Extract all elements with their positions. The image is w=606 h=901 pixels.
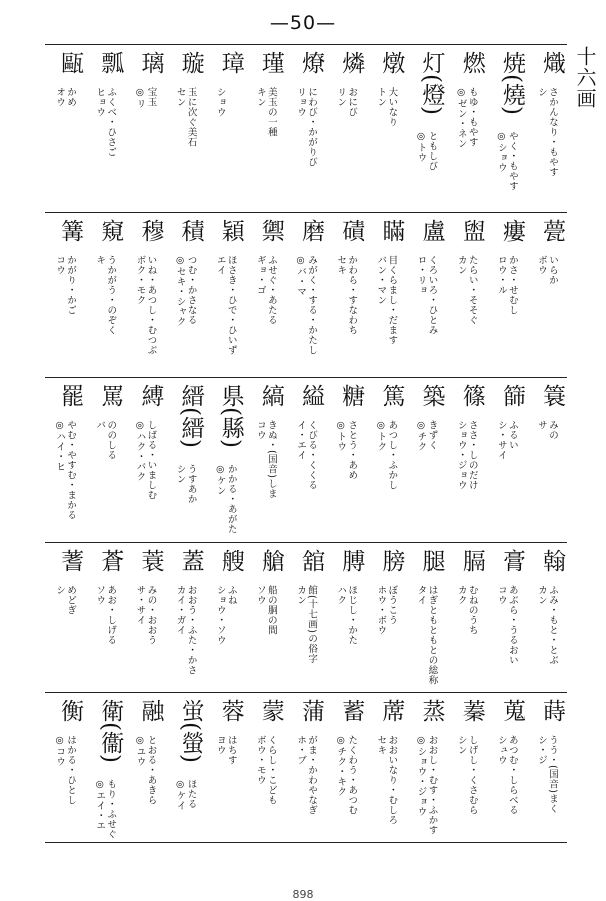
kun-reading: いらか [547, 255, 558, 285]
kun-reading: ほじし・かた [346, 585, 358, 645]
kanji-entry [85, 45, 125, 212]
kanji-entry [487, 378, 527, 543]
on-reading: カイ・ガイ [174, 585, 186, 635]
kun-reading: がま・かわやなぎ [306, 735, 318, 815]
kun-reading: しばる・いましむ [145, 420, 157, 500]
kanji-entry [487, 543, 527, 693]
on-reading: ◎ゼン・ネン [455, 87, 467, 149]
kun-reading: ふね [225, 585, 237, 605]
kanji-entry [447, 543, 487, 693]
kanji-character: 縉(縉) [177, 384, 204, 448]
kanji-character: 艙 [257, 549, 284, 572]
kanji-entry [85, 543, 125, 693]
on-reading: シン [455, 735, 467, 755]
on-reading: ショウ [214, 87, 226, 117]
kun-reading: ほさき・ひで・ひいず [225, 255, 237, 355]
kun-reading: さかんなり・もやす [547, 87, 558, 177]
kanji-character: 膊 [338, 549, 365, 572]
on-reading: ◎ケイ [174, 779, 186, 811]
page-footer: 898 [292, 888, 314, 901]
kanji-character: 燐 [338, 51, 365, 74]
kun-reading: ふくべ・ひさご [105, 87, 117, 157]
on-reading: リン [335, 87, 347, 107]
kanji-character: 膀 [378, 549, 405, 572]
kanji-character: 璋 [217, 51, 244, 74]
kanji-character: 瓢 [97, 51, 124, 74]
kanji-character: 篤 [378, 384, 405, 407]
kun-reading: おおう・ふた・かさ [185, 585, 197, 675]
entry-row [45, 45, 567, 212]
on-reading: ◎チク [415, 420, 427, 452]
kanji-entry [326, 378, 366, 543]
kanji-entry [85, 378, 125, 543]
on-reading: ボク・モク [134, 255, 146, 305]
kanji-character: 穆 [137, 219, 164, 242]
kanji-entry [246, 543, 286, 693]
kun-reading: みがく・する・かたし [306, 255, 318, 355]
kanji-entry [366, 693, 406, 843]
kanji-character: 縊 [298, 384, 325, 407]
on-reading: ◎リ [134, 87, 146, 109]
kanji-character: 磨 [298, 219, 325, 242]
kanji-entry [206, 213, 246, 378]
kanji-entry [406, 378, 446, 543]
entry-row [45, 377, 567, 543]
kanji-character: 瞞 [378, 219, 405, 242]
kanji-entry [406, 213, 446, 378]
kun-reading: かめ [65, 87, 77, 107]
kanji-character: 膈 [458, 549, 485, 572]
on-reading: オウ [54, 87, 66, 107]
kun-reading: うかがう・のぞく [105, 255, 117, 335]
entry-row [45, 692, 567, 843]
kun-reading: かがり・かご [65, 255, 77, 315]
kanji-character: 蒸 [418, 699, 445, 722]
kun-reading: あお・しげる [105, 585, 117, 645]
kun-reading: ささ・しのだけ [466, 420, 478, 490]
kanji-character: 璇 [177, 51, 204, 74]
kun-reading: くろいろ・ひとみ [426, 255, 438, 335]
kanji-entry [45, 45, 85, 212]
on-reading: ◎トク [375, 420, 387, 452]
entry-row [45, 212, 567, 378]
kanji-character: 艘 [217, 549, 244, 572]
kanji-entry [246, 378, 286, 543]
kanji-character: 築 [418, 384, 445, 407]
kanji-entry [125, 543, 165, 693]
on-reading: コウ [254, 420, 266, 440]
kanji-entry [527, 213, 567, 378]
kanji-entry [447, 45, 487, 212]
kanji-entry [527, 45, 567, 212]
kanji-entry [85, 693, 125, 843]
kanji-entry [286, 45, 326, 212]
on-reading: ◎バ・マ [295, 255, 307, 297]
kanji-character: 舘 [298, 549, 325, 572]
kanji-entry [125, 693, 165, 843]
kun-reading: おにび [346, 87, 358, 117]
kanji-entry [326, 213, 366, 378]
on-reading: ボウ [536, 255, 547, 275]
kanji-character: 蓑 [137, 549, 164, 572]
kanji-entry [165, 213, 205, 378]
on-reading: ヒョウ [94, 87, 106, 117]
kun-reading: はぎともともとの総称 [426, 585, 438, 685]
on-reading: ボウ・モウ [254, 735, 266, 785]
kanji-entry [447, 693, 487, 843]
on-reading: エイ [214, 255, 226, 275]
kanji-character: 燎 [298, 51, 325, 74]
kanji-character: 蒐 [498, 699, 525, 722]
on-reading: ◎チク・キク [335, 735, 347, 797]
on-reading: シ [536, 87, 547, 97]
kun-reading: ともしび [426, 131, 438, 171]
kanji-character: 衛(衞) [97, 699, 124, 763]
kanji-entry [406, 693, 446, 843]
kun-reading: くびる・くくる [306, 420, 318, 490]
on-reading: カン [536, 585, 547, 605]
kanji-character: 禦 [257, 219, 284, 242]
kanji-entry [85, 213, 125, 378]
kanji-table [45, 44, 567, 843]
kun-reading: あぶら・うるおい [506, 585, 518, 665]
kanji-entry [45, 378, 85, 543]
kun-reading: しげし・くさむら [466, 735, 478, 815]
kun-reading: みの・おおう [145, 585, 157, 645]
on-reading: キン [254, 87, 266, 107]
kanji-character: 蓉 [217, 699, 244, 722]
kanji-entry [326, 543, 366, 693]
on-reading: ◎ケン [214, 464, 226, 496]
kanji-entry [366, 378, 406, 543]
kanji-entry [125, 213, 165, 378]
kanji-entry [326, 45, 366, 212]
kun-reading: たくわう・あつむ [346, 735, 358, 815]
on-reading: ◎トウ [335, 420, 347, 452]
on-reading: ◎トウ [415, 131, 427, 163]
kanji-character: 蒔 [539, 699, 565, 722]
kanji-entry [45, 543, 85, 693]
on-reading: シ・サイ [495, 420, 507, 460]
kanji-character: 甌 [57, 51, 84, 74]
on-reading: カン [455, 255, 467, 275]
kanji-character: 罷 [57, 384, 84, 407]
kun-reading: ほたる [185, 779, 197, 809]
kun-reading: めどぎ [65, 585, 77, 615]
kanji-character: 縞 [257, 384, 284, 407]
on-reading: ホ・ブ [295, 735, 307, 765]
kanji-character: 甍 [539, 219, 565, 242]
kun-reading: ののしる [105, 420, 117, 460]
kanji-character: 簑 [539, 384, 565, 407]
kanji-character: 蒲 [298, 699, 325, 722]
kanji-character: 翰 [539, 549, 565, 572]
kun-reading: むねのうち [466, 585, 478, 635]
on-reading: コウ [54, 255, 66, 275]
kanji-entry [165, 693, 205, 843]
on-reading: セキ [335, 255, 347, 275]
kanji-entry [527, 543, 567, 693]
kun-reading: ふせぐ・あたる [265, 255, 277, 325]
kanji-character: 瑾 [257, 51, 284, 74]
kanji-character: 篝 [57, 219, 84, 242]
on-reading: カン [295, 585, 307, 605]
kun-reading: たらい・そそぐ [466, 255, 478, 325]
kanji-character: 燉 [378, 51, 405, 74]
on-reading: トン [375, 87, 387, 107]
on-reading: シン [174, 464, 186, 484]
on-reading: ◎セキ・シャク [174, 255, 186, 327]
kanji-character: 蓋 [177, 549, 204, 572]
kanji-entry [165, 45, 205, 212]
kun-reading: いね・あつし・むつぶ [145, 255, 157, 355]
kun-reading: やむ・やすむ・まかる [65, 420, 77, 520]
kanji-entry [286, 378, 326, 543]
on-reading: ◎ショウ [495, 131, 507, 173]
on-reading: サ・サイ [134, 585, 146, 625]
kun-reading: さとう・あめ [346, 420, 358, 480]
on-reading: サ [536, 420, 547, 430]
kun-reading: うすあか [185, 464, 197, 504]
kanji-character: 燃 [458, 51, 485, 74]
kun-reading: 宝玉 [145, 87, 157, 107]
on-reading: カク [455, 585, 467, 605]
kanji-entry [487, 693, 527, 843]
kun-reading: かかる・あがた [225, 464, 237, 534]
kanji-character: 蓆 [378, 699, 405, 722]
kanji-entry [246, 45, 286, 212]
kun-reading: もり・ふせぐ [105, 779, 117, 839]
kun-reading: とおる・あきら [145, 735, 157, 805]
on-reading: キ [94, 255, 106, 265]
kanji-character: 焼(燒) [498, 51, 525, 115]
kanji-entry [366, 45, 406, 212]
kanji-character: 県(縣) [217, 384, 244, 448]
on-reading: シュウ [495, 735, 507, 765]
kanji-character: 盥 [458, 219, 485, 242]
kun-reading: かさ・せむし [506, 255, 518, 315]
on-reading: ロウ・ル [495, 255, 507, 295]
on-reading: ホウ・ボウ [375, 585, 387, 635]
kun-reading: きずく [426, 420, 438, 450]
kun-reading: もゆ・もやす [466, 87, 478, 147]
kanji-entry [45, 213, 85, 378]
kanji-entry [206, 378, 246, 543]
kanji-entry [487, 45, 527, 212]
kun-reading: かわら・すなわち [346, 255, 358, 335]
kanji-entry [206, 693, 246, 843]
kanji-character: 膏 [498, 549, 525, 572]
kanji-character: 蓍 [57, 549, 84, 572]
kanji-character: 穎 [217, 219, 244, 242]
on-reading: ◎エイ・エ [94, 779, 106, 831]
kanji-entry [206, 45, 246, 212]
on-reading: リョウ [295, 87, 307, 117]
on-reading: ソウ [254, 585, 266, 605]
kun-reading: 目くらまし・だます [386, 255, 398, 345]
on-reading: ロ・リョ [415, 255, 427, 295]
on-reading: ◎ユウ [134, 735, 146, 767]
kanji-character: 灯(燈) [418, 51, 445, 115]
kanji-entry [527, 693, 567, 843]
kanji-character: 磧 [338, 219, 365, 242]
on-reading: ◎ショウ・ジョウ [415, 735, 427, 817]
kanji-entry [487, 213, 527, 378]
kun-reading: つむ・かさなる [185, 255, 197, 325]
kanji-character: 篩 [498, 384, 525, 407]
kun-reading: 館(十七画)の俗字 [306, 585, 318, 664]
kun-reading: 船の胴の間 [265, 585, 277, 635]
kun-reading: やく・もやす [506, 131, 518, 191]
kanji-character: 璃 [137, 51, 164, 74]
kanji-character: 篠 [458, 384, 485, 407]
kanji-character: 蓄 [338, 699, 365, 722]
kun-reading: ふみ・もと・とぶ [547, 585, 558, 665]
on-reading: セキ [375, 735, 387, 755]
kanji-character: 糖 [338, 384, 365, 407]
kanji-entry [206, 543, 246, 693]
kanji-character: 蒼 [97, 549, 124, 572]
kanji-entry [45, 693, 85, 843]
kun-reading: おおいなり・むしろ [386, 735, 398, 825]
on-reading: ハク [335, 585, 347, 605]
kun-reading: きぬ・(国音)しま [265, 420, 277, 499]
on-reading: シ・ジ [536, 735, 547, 765]
on-reading: バン・マン [375, 255, 387, 305]
on-reading: バ [94, 420, 106, 430]
kanji-entry [286, 543, 326, 693]
kun-reading: 美玉の一種 [265, 87, 277, 137]
on-reading: ◎ハイ・ヒ [54, 420, 66, 472]
section-title: 十六画 [573, 46, 597, 109]
on-reading: ◎コウ [54, 735, 66, 767]
kanji-character: 盧 [418, 219, 445, 242]
kanji-entry [125, 45, 165, 212]
kanji-character: 蛍(螢) [177, 699, 204, 763]
kun-reading: みの [547, 420, 558, 440]
kanji-entry [447, 378, 487, 543]
kanji-entry [527, 378, 567, 543]
kanji-character: 融 [137, 699, 164, 722]
kanji-entry [326, 693, 366, 843]
kanji-character: 窺 [97, 219, 124, 242]
on-reading: ヨウ [214, 735, 226, 755]
kun-reading: うう・(国音)まく [547, 735, 558, 814]
kanji-character: 衡 [57, 699, 84, 722]
entry-row [45, 542, 567, 693]
kanji-entry [366, 543, 406, 693]
kanji-entry [286, 693, 326, 843]
kanji-entry [246, 213, 286, 378]
kanji-entry [246, 693, 286, 843]
kanji-entry [406, 543, 446, 693]
kanji-character: 蒙 [257, 699, 284, 722]
kun-reading: おおし・むす・ふかす [426, 735, 438, 835]
kanji-entry [447, 213, 487, 378]
kanji-entry [165, 378, 205, 543]
on-reading: シ [54, 585, 66, 595]
page-number: —50— [269, 12, 337, 34]
kanji-character: 蓁 [458, 699, 485, 722]
kun-reading: ぼうこう [386, 585, 398, 625]
on-reading: イ・エイ [295, 420, 307, 460]
kun-reading: あつし・ふかし [386, 420, 398, 490]
kanji-character: 瘻 [498, 219, 525, 242]
kun-reading: はちす [225, 735, 237, 765]
on-reading: セン [174, 87, 186, 107]
on-reading: ショウ・ソウ [214, 585, 226, 645]
kanji-character: 罵 [97, 384, 124, 407]
kanji-entry [366, 213, 406, 378]
on-reading: ソウ [94, 585, 106, 605]
kun-reading: くらし・こども [265, 735, 277, 805]
kun-reading: ふるい [506, 420, 518, 450]
on-reading: コウ [495, 585, 507, 605]
kanji-character: 縛 [137, 384, 164, 407]
on-reading: タイ [415, 585, 427, 605]
on-reading: ショウ・ジョウ [455, 420, 467, 490]
kanji-character: 腿 [418, 549, 445, 572]
kanji-character: 熾 [539, 51, 565, 74]
kun-reading: 玉に次ぐ美石 [185, 87, 197, 147]
kanji-entry [165, 543, 205, 693]
kun-reading: にわび・かがりび [306, 87, 318, 167]
kun-reading: 大いなり [386, 87, 398, 127]
kun-reading: はかる・ひとし [65, 735, 77, 805]
kanji-entry [286, 213, 326, 378]
kanji-entry [406, 45, 446, 212]
on-reading: ギョ・ゴ [254, 255, 266, 295]
kanji-character: 積 [177, 219, 204, 242]
kanji-entry [125, 378, 165, 543]
on-reading: ◎ハク・バク [134, 420, 146, 482]
kun-reading: あつむ・しらべる [506, 735, 518, 815]
